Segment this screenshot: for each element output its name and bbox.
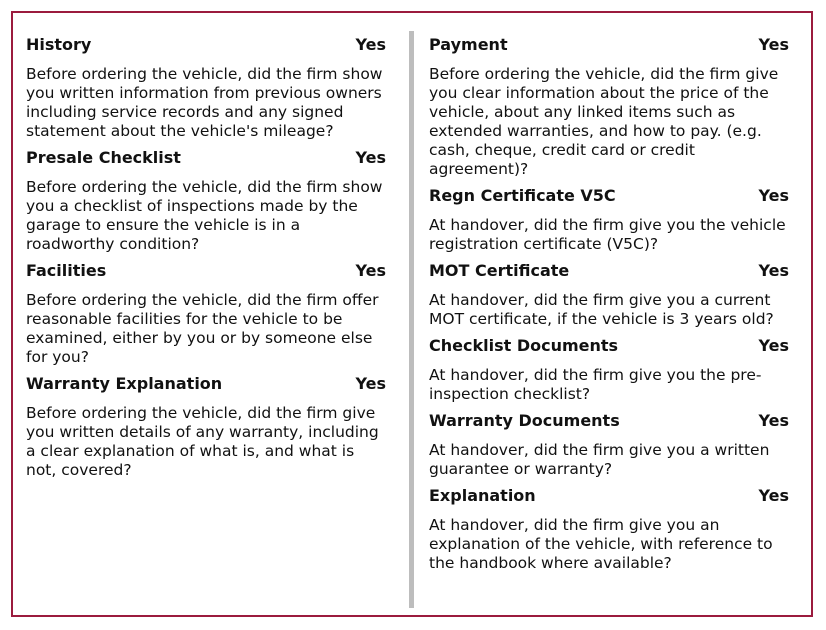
item-title: Explanation (429, 486, 536, 505)
item-title: Facilities (26, 261, 107, 280)
item-answer: Yes (355, 261, 386, 280)
item-answer: Yes (355, 374, 386, 393)
item-question: At handover, did the firm give you a written guarantee or warranty? (429, 441, 770, 478)
item-question: Before ordering the vehicle, did the firm give you clear information about the price of the vehicle, about any linked items such as extended warranties, and how to pay. (e.g. cash, cheque, credit card or credit agreement)? (429, 65, 779, 178)
item-answer: Yes (758, 336, 789, 355)
checklist-item-presale-checklist (26, 148, 388, 254)
item-answer: Yes (758, 35, 789, 54)
item-question: Before ordering the vehicle, did the firm show you a checklist of inspections made by the garage to ensure the vehicle is in a roadworthy condition? (26, 178, 383, 253)
checklist-item-mot-certificate (429, 261, 791, 329)
item-question: Before ordering the vehicle, did the firm show you written information from previous owners including service records and any signed statement about the vehicle's mileage? (26, 65, 383, 140)
checklist-item-payment (429, 35, 791, 179)
checklist-item-regn-certificate (429, 186, 791, 254)
item-answer: Yes (355, 35, 386, 54)
checklist-item-explanation (429, 486, 791, 573)
item-title: Presale Checklist (26, 148, 181, 167)
item-title: Regn Certificate V5C (429, 186, 616, 205)
checklist-item-facilities (26, 261, 388, 367)
right-column (429, 35, 791, 580)
item-title: Warranty Documents (429, 411, 620, 430)
item-title: History (26, 35, 92, 54)
item-question: At handover, did the firm give you the vehicle registration certificate (V5C)? (429, 216, 786, 253)
item-question: Before ordering the vehicle, did the firm give you written details of any warranty, including a clear explanation of what is, and what is not, covered? (26, 404, 379, 479)
item-title: Payment (429, 35, 508, 54)
item-question: Before ordering the vehicle, did the firm offer reasonable facilities for the vehicle to be examined, either by you or by someone else for you? (26, 291, 379, 366)
item-answer: Yes (758, 411, 789, 430)
item-title: MOT Certificate (429, 261, 570, 280)
checklist-item-history (26, 35, 388, 141)
item-title: Checklist Documents (429, 336, 619, 355)
checklist-item-warranty-explanation (26, 374, 388, 480)
column-divider (409, 31, 414, 608)
item-answer: Yes (758, 486, 789, 505)
item-question: At handover, did the firm give you a current MOT certificate, if the vehicle is 3 years old? (429, 291, 774, 328)
item-question: At handover, did the firm give you an explanation of the vehicle, with reference to the handbook where available? (429, 516, 773, 572)
item-answer: Yes (355, 148, 386, 167)
item-answer: Yes (758, 186, 789, 205)
checklist-item-warranty-documents (429, 411, 791, 479)
item-answer: Yes (758, 261, 789, 280)
checklist-item-checklist-documents (429, 336, 791, 404)
item-question: At handover, did the firm give you the pre-inspection checklist? (429, 366, 762, 403)
item-title: Warranty Explanation (26, 374, 223, 393)
left-column (26, 35, 388, 487)
